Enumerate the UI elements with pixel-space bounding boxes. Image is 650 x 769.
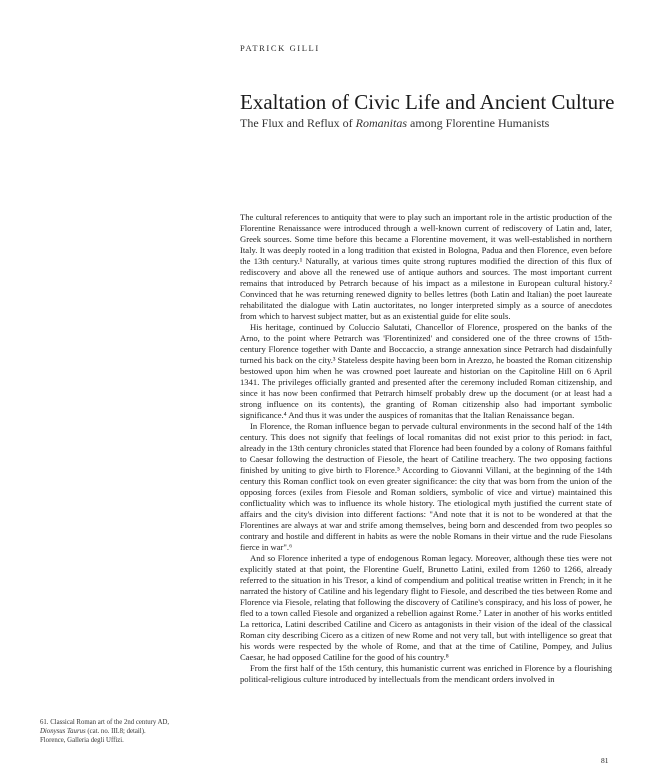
caption-line: 61. Classical Roman art of the 2nd century AD, (40, 719, 170, 726)
running-head-author: PATRICK GILLI (240, 43, 320, 53)
article-subtitle: The Flux and Reflux of Romanitas among Florentine Humanists (240, 116, 550, 130)
body-paragraph: In Florence, the Roman influence began to pervade cultural environments in the second half of the 14th century. This does not signify that feelings of local romanitas did not exist prior to this period: in fact, already in the 13th century chronicles stated that Florence had been founded by a colony of Romans faithful to Caesar following the destruction of Fiesole, the heart of Catiline treachery. The two opposing factions finished by uniting to give birth to Florence.⁵ According to Giovanni Villani, at the beginning of the 14th century this Roman conflict took on even greater significance: the city that was born from the union of the opposing forces (exiles from Fiesole and Roman soldiers, symbolic of vice and virtue) maintained this conflictuality which was to influence its whole history. The etiological myth justified the current state of affairs and the city's division into different factions: "And note that it is not to be wondered at that the Florentines are always at war and strife among themselves, being born and descended from two peoples so contrary and hostile and different in habits as were the noble Romans in their virtue and the rude Fiesolans fierce in war".⁶ (240, 421, 612, 552)
caption-line: Florence, Galleria degli Uffizi. (40, 737, 124, 744)
caption-artwork-title: Dionysus Taurus (40, 728, 86, 735)
subtitle-latin-term: Romanitas (355, 116, 407, 130)
body-paragraph: From the first half of the 15th century, this humanistic current was enriched in Florence by a flourishing political-religious culture introduced by intellectuals from the mendicant orders involved in (240, 663, 612, 684)
body-paragraph: His heritage, continued by Coluccio Salutati, Chancellor of Florence, prospered on the banks of the Arno, to the point where Petrarch was 'Florentinized' and considered one of the three crowns of 15th-century Florence together with Dante and Boccaccio, a strange annexation since Petrarch had disdainfully turned his back on the city.³ Stateless despite having been born in Arezzo, he boasted the Roman citizenship bestowed upon him when he was crowned poet laureate and historian on the Capitoline Hill on 6 April 1341. The privileges officially granted and presented after the ceremony included Roman citizenship, and since it has now been confirmed that Petrarch himself probably drew up the document (or at least had a strong influence on its contents), the granting of Roman citizenship also had important symbolic significance.⁴ And thus it was under the auspices of romanitas that the Italian Renaissance began. (240, 322, 612, 420)
caption-line (40, 727, 220, 736)
article-title: Exaltation of Civic Life and Ancient Culture (240, 90, 615, 114)
caption-artwork-detail: (cat. no. III.8; detail). (85, 728, 146, 735)
figure-caption (40, 718, 220, 745)
page-number: 81 (601, 756, 609, 765)
body-paragraph: The cultural references to antiquity that were to play such an important role in the artistic production of the Florentine Renaissance were introduced through a well-known current of rediscovery of Latin and, later, Greek sources. Some time before this became a Florentine movement, it was well-established in northern Italy. It was deeply rooted in a long tradition that existed in Bologna, Padua and then Florence, even before the 13th century.¹ Naturally, at various times quite strong ruptures modified the direction of this flux of rediscovery and above all the renewed use of antique authors and sources. The most important current remains that introduced by Petrarch because of his impact as a milestone in European cultural history.² Convinced that he was returning renewed dignity to belles lettres (both Latin and Italian) the poet laureate rehabilitated the dialogue with Latin auctoritates, no longer interpreted simply as a source of anecdotes from which to harvest subject matter, but as an existential guide for elite souls. (240, 212, 612, 321)
body-paragraph: And so Florence inherited a type of endogenous Roman legacy. Moreover, although these ties were not explicitly stated at that point, the Florentine Guelf, Brunetto Latini, exiled from 1260 to 1266, already referred to the situation in his Tresor, a kind of compendium and political treatise written in French; in it he narrated the history of Catiline and his legendary flight to Fiesole, and described the ties between Rome and Florence via Fiesole, relating that following the discovery of Catiline's conspiracy, and his loss of power, he fled to a town called Fiesole and organized a rebellion against Rome.⁷ Later in another of his works entitled La rettorica, Latini described Catiline and Cicero as antagonists in their vision of the ideal of the classical Roman city describing Cicero as a citizen of new Rome and not very tall, but with intelligence so great that his words were respected by the whole of Rome, and that at the time of Catiline, Pompey, and Julius Caesar, he had opposed Catiline for the good of his country.⁸ (240, 553, 612, 662)
article-body (240, 212, 612, 685)
